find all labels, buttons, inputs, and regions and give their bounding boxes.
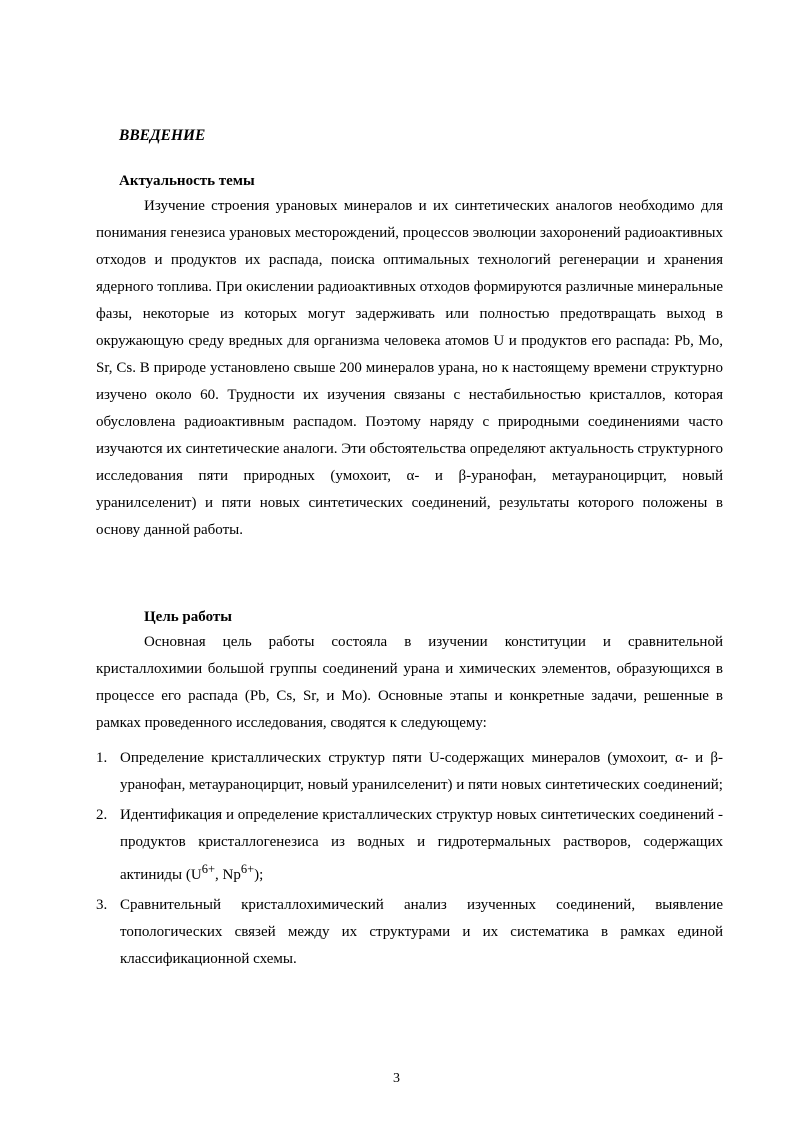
list-item-number: 3. bbox=[96, 897, 108, 913]
paragraph-goal: Основная цель работы состояла в изучении конституции и сравнительной кристаллохимии большой группы соединений урана и химических элементов, образующихся в процессе его распада (Pb, Cs, Sr, и Mo). Основные этапы и конкретные задачи, решенные в рамках проведенного исследования, сводятся к следующему: bbox=[96, 634, 723, 731]
section-title-introduction: ВВЕДЕНИЕ bbox=[119, 127, 206, 144]
list-item-text: Определение кристаллических структур пяти U-содержащих минералов (умохоит, α- и β-уранофан, метаураноцирцит, новый уранилселенит) и пяти новых синтетических соединений; bbox=[120, 750, 723, 793]
list-item-number: 1. bbox=[96, 750, 108, 766]
heading-relevance: Актуальность темы bbox=[119, 173, 255, 189]
list-item-text: Идентификация и определение кристаллических структур новых синтетических соединений - продуктов кристаллогенезиса из водных и гидротермальных растворов, содержащих актиниды ($U^{6+}$, $Np^{6+}$); bbox=[120, 807, 723, 883]
page-number: 3 bbox=[393, 1071, 400, 1086]
superscript-charge: 6+ bbox=[201, 862, 215, 876]
list-item bbox=[96, 802, 723, 889]
superscript-charge: 6+ bbox=[240, 862, 255, 876]
heading-goal: Цель работы bbox=[144, 609, 232, 625]
list-item bbox=[96, 745, 723, 799]
task-list bbox=[96, 745, 723, 976]
list-item-number: 2. bbox=[96, 807, 108, 823]
list-item bbox=[96, 892, 723, 973]
paragraph-relevance: Изучение строения урановых минералов и их синтетических аналогов необходимо для понимания генезиса урановых месторождений, процессов эволюции захоронений радиоактивных отходов и продуктов их распада, поиска оптимальных технологий регенерации и хранения ядерного топлива. При окислении радиоактивных отходов формируются различные минеральные фазы, некоторые из которых могут задерживать или полностью предотвращать выход в окружающую среду вредных для организма человека атомов U и продуктов его распада: Pb, Mo, Sr, Cs. В природе установлено свыше 200 минералов урана, но к настоящему времени структурно изучено около 60. Трудности их изучения связаны с нестабильностью кристаллов, которая обусловлена радиоактивным распадом. Поэтому наряду с природными соединениями часто изучаются их синтетические аналоги. Эти обстоятельства определяют актуальность структурного исследования пяти природных (умохоит, α- и β-уранофан, метаураноцирцит, новый уранилселенит) и пяти новых синтетических соединений, результаты которого положены в основу данной работы. bbox=[96, 198, 723, 538]
list-item-text: Сравнительный кристаллохимический анализ изученных соединений, выявление топологических связей между их структурами и их систематика в рамках единой классификационной схемы. bbox=[120, 897, 723, 967]
